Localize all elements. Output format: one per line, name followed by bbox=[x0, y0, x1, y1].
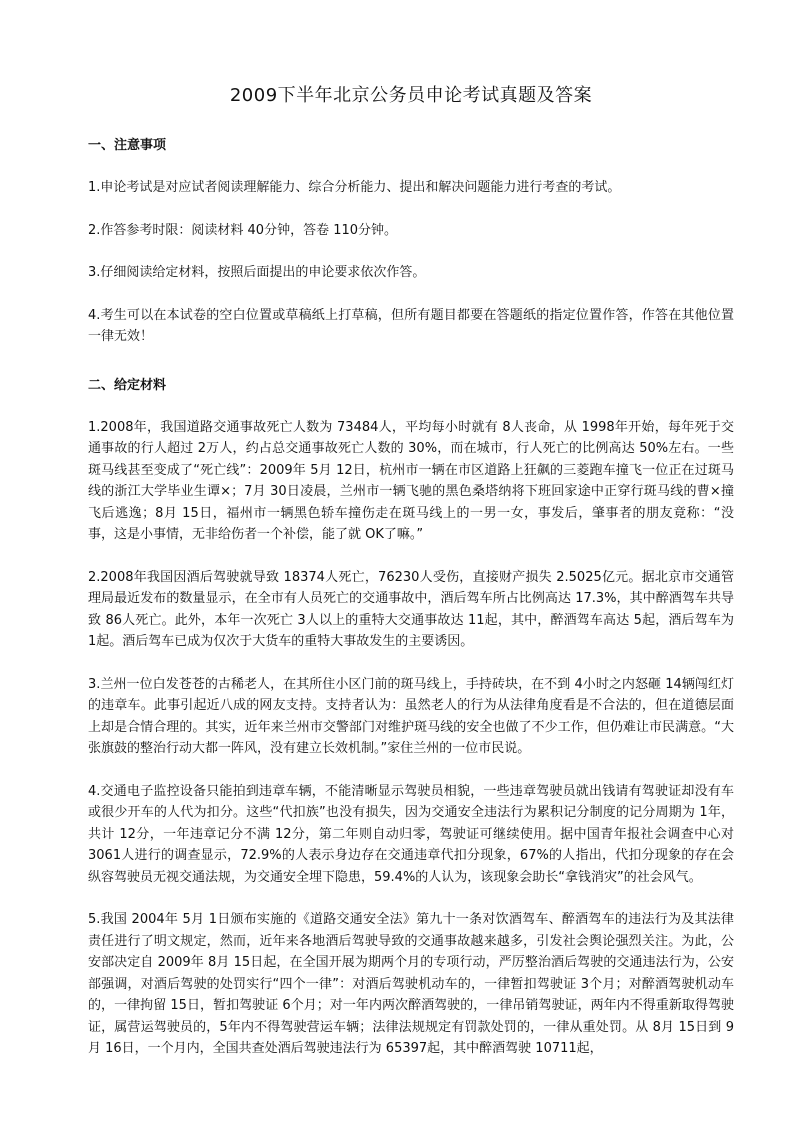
material-paragraph-5: 5.我国 2004年 5月 1日颁布实施的《道路交通安全法》第九十一条对饮酒驾车、醉酒驾车的违法行为及其法律责任进行了明文规定，然而，近年来各地酒后驾驶导致的交通事故越来越多，引发社会舆论强烈关注。为此，公安部决定自 2009年 8月 15日起，在全国开展为期两个月的专项行动，严厉整治酒后驾驶的交通违法行为，公安部强调，对酒后驾驶的处罚实行“四个一律”：对酒后驾驶机动车的，一律暂扣驾驶证 3个月；对醉酒驾驶机动车的，一律拘留 15日，暂扣驾驶证 6个月；对一年内两次醉酒驾驶的，一律吊销驾驶证，两年内不得重新取得驾驶证，属营运驾驶员的，5年内不得驾驶营运车辆；法律法规规定有罚款处罚的，一律从重处罚。从 8月 15日到 9月 16日，一个月内，全国共查处酒后驾驶违法行为 65397起，其中醉酒驾驶 10711起， bbox=[88, 912, 734, 1056]
material-paragraph-3: 3.兰州一位白发苍苍的古稀老人，在其所住小区门前的斑马线上，手持砖块，在不到 4小时之内怒砸 14辆闯红灯的违章车。此事引起近八成的网友支持。支持者认为：虽然老人的行为从法律角度看是不合法的，但在道德层面上却是合情合理的。其实，近年来兰州市交警部门对维护斑马线的安全也做了不少工作，但仍难让市民满意。“大张旗鼓的整治行动大都一阵风，没有建立长效机制。”家住兰州的一位市民说。 bbox=[88, 676, 734, 756]
notes-item-4: 4.考生可以在本试卷的空白位置或草稿纸上打草稿，但所有题目都要在答题纸的指定位置作答，作答在其他位置一律无效！ bbox=[88, 307, 734, 344]
section-heading-notes: 一、注意事项 bbox=[88, 138, 167, 153]
notes-item-1: 1.申论考试是对应试者阅读理解能力、综合分析能力、提出和解决问题能力进行考查的考试。 bbox=[88, 180, 621, 195]
section-heading-materials: 二、给定材料 bbox=[88, 377, 167, 393]
document-title: 2009下半年北京公务员申论考试真题及答案 bbox=[229, 85, 593, 106]
notes-item-3: 3.仔细阅读给定材料，按照后面提出的申论要求依次作答。 bbox=[88, 265, 426, 280]
material-paragraph-2: 2.2008年我国因酒后驾驶就导致 18374人死亡，76230人受伤，直接财产损失 2.5025亿元。据北京市交通管理局最近发布的数量显示，在全市有人员死亡的交通事故中，酒后驾车所占比例高达 17.3%，其中醉酒驾车共导致 86人死亡。此外，本年一次死亡 3人以上的重特大交通事故达 11起，其中，醉酒驾车高达 5起，酒后驾车为 1起。酒后驾车已成为仅次于大货车的重特大事故发生的主要诱因。 bbox=[88, 569, 734, 649]
notes-item-2: 2.作答参考时限：阅读材料 40分钟，答卷 110分钟。 bbox=[88, 222, 398, 238]
material-paragraph-1: 1.2008年，我国道路交通事故死亡人数为 73484人，平均每小时就有 8人丧命，从 1998年开始，每年死于交通事故的行人超过 2万人，约占总交通事故死亡人数的 30%，而在城市，行人死亡的比例高达 50%左右。一些斑马线甚至变成了“死亡线”：2009年 5月 12日，杭州市一辆在市区道路上狂飙的三菱跑车撞飞一位正在过斑马线的浙江大学毕业生谭×；7月 30日凌晨，兰州市一辆飞驰的黑色桑塔纳将下班回家途中正穿行斑马线的曹×撞飞后逃逸；8月 15日，福州市一辆黑色轿车撞伤走在斑马线上的一男一女，事发后，肇事者的朋友竟称：“没事，这是小事情，无非给伤者一个补偿，能了就 OK了嘛。” bbox=[88, 419, 734, 542]
material-paragraph-4: 4.交通电子监控设备只能拍到违章车辆，不能清晰显示驾驶员相貌，一些违章驾驶员就出钱请有驾驶证却没有车或很少开车的人代为扣分。这些“代扣族”也没有损失，因为交通安全违法行为累积记分制度的记分周期为 1年，共计 12分，一年违章记分不满 12分，第二年则自动归零，驾驶证可继续使用。据中国青年报社会调查中心对 3061人进行的调查显示，72.9%的人表示身边存在交通违章代扣分现象，67%的人指出，代扣分现象的存在会纵容驾驶员无视交通法规，为交通安全埋下隐患，59.4%的人认为，该现象会助长“拿钱消灾”的社会风气。 bbox=[88, 783, 734, 885]
